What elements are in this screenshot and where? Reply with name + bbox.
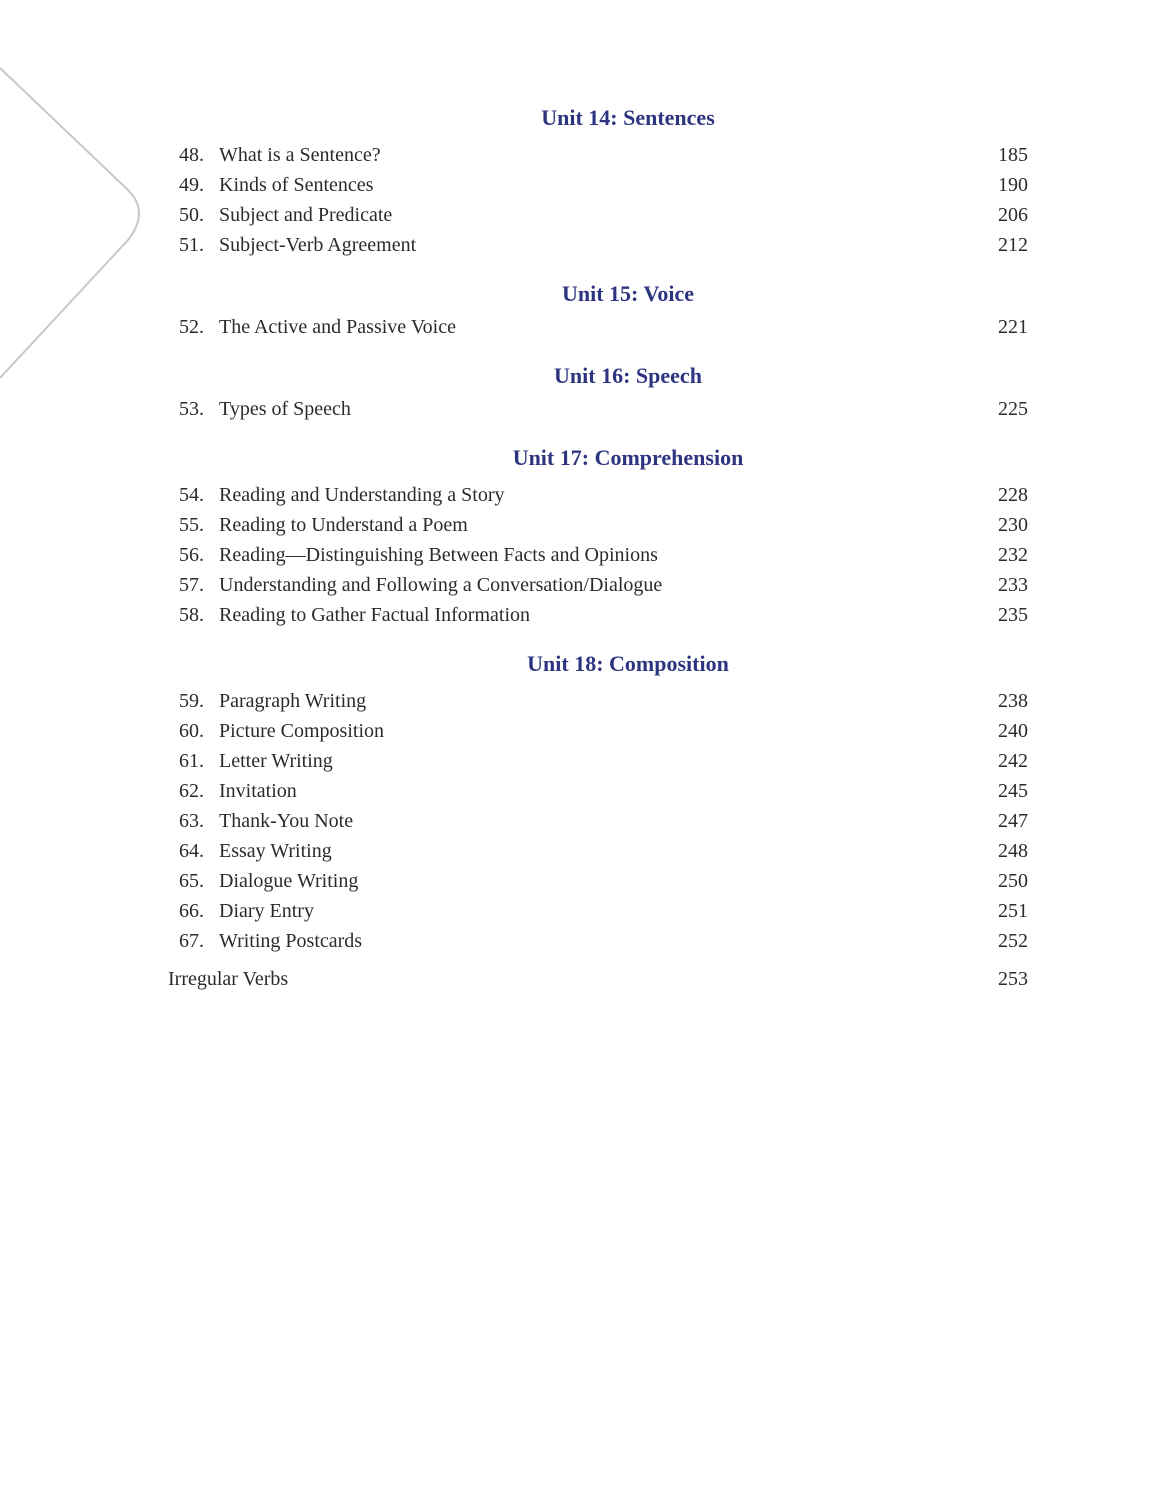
entry-title: The Active and Passive Voice bbox=[219, 316, 456, 338]
entry-title: Dialogue Writing bbox=[219, 870, 359, 892]
toc-entry[interactable] bbox=[168, 746, 1028, 776]
entry-title: Reading to Gather Factual Information bbox=[219, 604, 531, 626]
entry-page: 190 bbox=[998, 174, 1028, 196]
entry-number: 54. bbox=[179, 484, 204, 506]
toc-entry[interactable] bbox=[168, 896, 1028, 926]
entry-page: 242 bbox=[998, 750, 1028, 772]
toc-entry[interactable] bbox=[168, 716, 1028, 746]
entry-title: Subject and Predicate bbox=[219, 204, 393, 226]
toc-entry[interactable] bbox=[168, 776, 1028, 806]
entry-title: Understanding and Following a Conversation/Dialogue bbox=[219, 574, 663, 596]
toc-entry[interactable] bbox=[168, 866, 1028, 896]
entry-page: 230 bbox=[998, 514, 1028, 536]
toc-entry[interactable] bbox=[168, 686, 1028, 716]
toc-entry[interactable] bbox=[168, 312, 1028, 342]
entry-page: 221 bbox=[998, 316, 1028, 338]
entry-number: 55. bbox=[179, 514, 204, 536]
entry-number: 56. bbox=[179, 544, 204, 566]
entry-number: 59. bbox=[179, 690, 204, 712]
entry-title: Irregular Verbs bbox=[168, 968, 289, 990]
entry-title: Essay Writing bbox=[219, 840, 332, 862]
toc-entry[interactable] bbox=[168, 926, 1028, 956]
unit-title: Unit 18: Composition bbox=[527, 651, 729, 676]
entry-page: 206 bbox=[998, 204, 1028, 226]
unit-section bbox=[168, 358, 1028, 424]
entry-number: 52. bbox=[179, 316, 204, 338]
entry-number: 48. bbox=[179, 144, 204, 166]
entry-number: 58. bbox=[179, 604, 204, 626]
entry-page: 225 bbox=[998, 398, 1028, 420]
entry-number: 51. bbox=[179, 234, 204, 256]
entry-number: 60. bbox=[179, 720, 204, 742]
toc-entry[interactable] bbox=[168, 140, 1028, 170]
entry-title: Reading—Distinguishing Between Facts and Opinions bbox=[219, 544, 658, 566]
entry-title: Thank-You Note bbox=[219, 810, 354, 832]
entry-number: 61. bbox=[179, 750, 204, 772]
entry-page: 240 bbox=[998, 720, 1028, 742]
toc-entry[interactable] bbox=[168, 394, 1028, 424]
entry-page: 238 bbox=[998, 690, 1028, 712]
entry-number: 63. bbox=[179, 810, 204, 832]
toc-entry[interactable] bbox=[168, 200, 1028, 230]
entry-page: 212 bbox=[998, 234, 1028, 256]
entry-page: 233 bbox=[998, 574, 1028, 596]
entry-number: 66. bbox=[179, 900, 204, 922]
entry-page: 252 bbox=[998, 930, 1028, 952]
entry-page: 228 bbox=[998, 484, 1028, 506]
toc-entry[interactable] bbox=[168, 600, 1028, 630]
entry-page: 250 bbox=[998, 870, 1028, 892]
table-of-contents bbox=[168, 100, 1028, 994]
entry-page: 247 bbox=[998, 810, 1028, 832]
entry-number: 64. bbox=[179, 840, 204, 862]
toc-entry[interactable] bbox=[168, 806, 1028, 836]
toc-entry[interactable] bbox=[168, 570, 1028, 600]
entry-title: Types of Speech bbox=[219, 398, 351, 420]
entry-page: 235 bbox=[998, 604, 1028, 626]
toc-entry[interactable] bbox=[168, 480, 1028, 510]
unit-title: Unit 15: Voice bbox=[562, 281, 694, 306]
unit-section bbox=[168, 440, 1028, 630]
unit-title: Unit 16: Speech bbox=[554, 363, 702, 388]
toc-entry[interactable] bbox=[168, 170, 1028, 200]
entry-title: Reading and Understanding a Story bbox=[219, 484, 505, 506]
entry-title: Paragraph Writing bbox=[219, 690, 367, 712]
entry-title: Invitation bbox=[219, 780, 297, 802]
entry-number: 67. bbox=[179, 930, 204, 952]
entry-number: 57. bbox=[179, 574, 204, 596]
toc-entry-appendix[interactable] bbox=[168, 964, 1028, 994]
entry-title: Diary Entry bbox=[219, 900, 314, 922]
corner-decoration bbox=[0, 0, 160, 400]
entry-number: 53. bbox=[179, 398, 204, 420]
entry-page: 253 bbox=[998, 968, 1028, 990]
unit-title: Unit 17: Comprehension bbox=[512, 445, 744, 470]
entry-title: What is a Sentence? bbox=[219, 144, 381, 166]
entry-title: Writing Postcards bbox=[219, 930, 363, 952]
entry-number: 50. bbox=[179, 204, 204, 226]
toc-entry[interactable] bbox=[168, 540, 1028, 570]
unit-section bbox=[168, 276, 1028, 342]
unit-section bbox=[168, 100, 1028, 260]
entry-number: 49. bbox=[179, 174, 204, 196]
entry-title: Subject-Verb Agreement bbox=[219, 234, 417, 256]
toc-entry[interactable] bbox=[168, 230, 1028, 260]
entry-page: 185 bbox=[998, 144, 1028, 166]
entry-page: 232 bbox=[998, 544, 1028, 566]
entry-page: 248 bbox=[998, 840, 1028, 862]
entry-page: 245 bbox=[998, 780, 1028, 802]
entry-title: Letter Writing bbox=[219, 750, 333, 772]
toc-entry[interactable] bbox=[168, 510, 1028, 540]
toc-entry[interactable] bbox=[168, 836, 1028, 866]
entry-page: 251 bbox=[998, 900, 1028, 922]
entry-number: 65. bbox=[179, 870, 204, 892]
unit-title: Unit 14: Sentences bbox=[541, 105, 715, 130]
entry-number: 62. bbox=[179, 780, 204, 802]
entry-title: Reading to Understand a Poem bbox=[219, 514, 468, 536]
entry-title: Picture Composition bbox=[219, 720, 384, 742]
entry-title: Kinds of Sentences bbox=[219, 174, 374, 196]
unit-section bbox=[168, 646, 1028, 956]
